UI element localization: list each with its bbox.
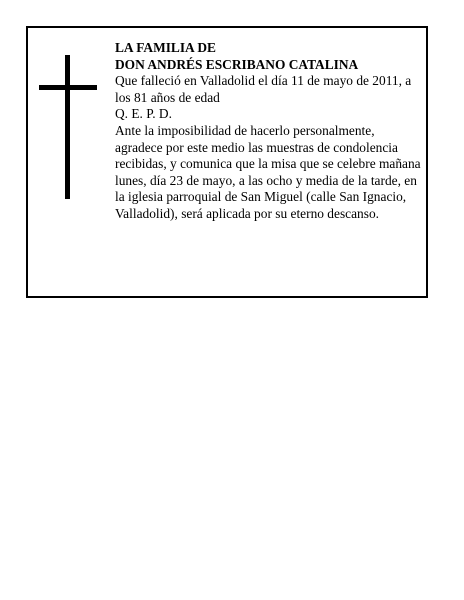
family-heading: LA FAMILIA DE [115,40,216,55]
cross-horizontal-bar [39,85,97,90]
obituary-notice [26,26,428,298]
rip-text: Q. E. P. D. [115,106,172,122]
notice-text [115,40,421,223]
cross-vertical-bar [65,55,70,199]
latin-cross-icon [39,55,97,199]
deceased-name: DON ANDRÉS ESCRIBANO CATALINA [115,56,359,72]
notice-body: Ante la imposibilidad de hacerlo personalmente, agradece por este medio las muestras de condolencia recibidas, y comunica que la misa que se celebre mañana lunes, día 23 de mayo, a las ocho y media de la tarde, en la iglesia parroquial de San Miguel (calle San Ignacio, Valladolid), será aplicada por su eterno descanso. [115,122,421,221]
death-info: Que falleció en Valladolid el día 11 de mayo de 2011, a los 81 años de edad [115,73,412,105]
